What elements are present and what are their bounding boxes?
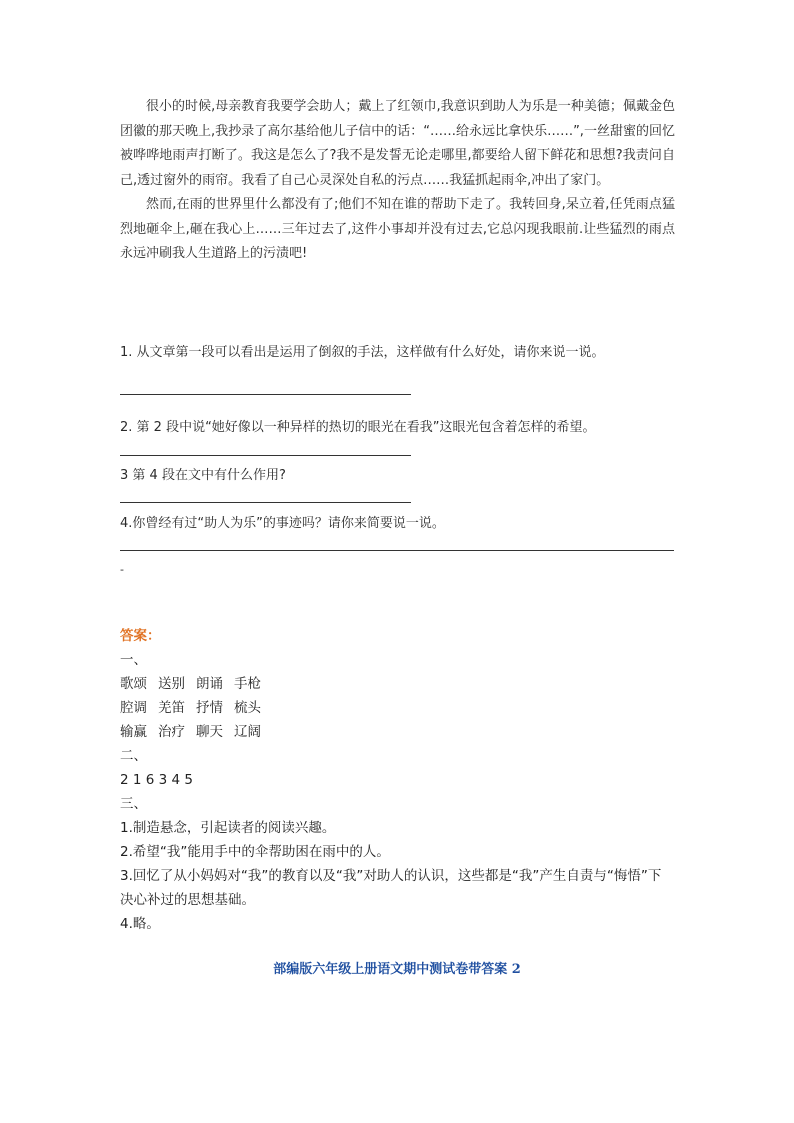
- word: 羌笛: [158, 700, 185, 716]
- answer-item-4: 4.略。: [120, 916, 160, 932]
- answer-item-1: 1.制造悬念，引起读者的阅读兴趣。: [120, 820, 336, 836]
- word: 治疗: [158, 724, 185, 740]
- word: 朗诵: [196, 676, 223, 692]
- answer-item-3: 3.回忆了从小妈妈对“我”的教育以及“我”对助人的认识，这些都是“我”产生自责与“悔悟”下: [120, 868, 662, 884]
- answer-line-2[interactable]: [120, 455, 411, 456]
- word: 腔调: [120, 700, 147, 716]
- answer-section: [120, 624, 680, 936]
- word: 手枪: [234, 676, 261, 692]
- section-2-order: 2 1 6 3 4 5: [120, 772, 193, 788]
- word-row: [120, 720, 680, 744]
- word: 聊天: [196, 724, 223, 740]
- answer-line-4[interactable]: [120, 550, 674, 551]
- answer-line-1[interactable]: [120, 394, 411, 395]
- document-title: 部编版六年级上册语文期中测试卷带答案 2: [273, 962, 521, 977]
- word: 抒情: [196, 700, 223, 716]
- word-row: [120, 672, 680, 696]
- question-3: 3 第 4 段在文中有什么作用?: [120, 468, 286, 483]
- section-2-label: 二、: [120, 748, 147, 764]
- passage-paragraph-2: 然而,在雨的世界里什么都没有了;他们不知在谁的帮助下走了。我转回身,呆立着,任凭雨点猛烈地砸伞上,砸在我心上……三年过去了,这件小事却并没有过去,它总闪现我眼前.让些猛烈的雨点永远冲刷我人生道路上的污渍吧!: [120, 197, 675, 261]
- word: 歌颂: [120, 676, 147, 692]
- answer-item-3-continued: 决心补过的思想基础。: [120, 892, 255, 908]
- answer-line-3[interactable]: [120, 502, 411, 503]
- reading-passage: [120, 95, 675, 267]
- answer-title: 答案：: [120, 628, 161, 644]
- section-1-label: 一、: [120, 652, 147, 668]
- answer-item-2: 2.希望“我”能用手中的伞帮助困在雨中的人。: [120, 844, 390, 860]
- word-row: [120, 696, 680, 720]
- question-2: 2. 第 2 段中说“她好像以一种异样的热切的眼光在看我”这眼光包含着怎样的希望。: [120, 420, 596, 435]
- section-3-label: 三、: [120, 796, 147, 812]
- passage-paragraph-1: 很小的时候,母亲教育我要学会助人；戴上了红领巾,我意识到助人为乐是一种美德；佩戴金色团徽的那天晚上,我抄录了高尔基给他儿子信中的话：“……给永远比拿快乐……”,一丝甜蜜的回忆被哗哗地雨声打断了。我这是怎么了?我不是发誓无论走哪里,都要给人留下鲜花和思想?我责问自己,透过窗外的雨帘。我看了自己心灵深处自私的污点……我猛抓起雨伞,冲出了家门。: [120, 99, 675, 188]
- question-1: 1. 从文章第一段可以看出是运用了倒叙的手法，这样做有什么好处，请你来说一说。: [120, 345, 605, 360]
- word: 辽阔: [234, 724, 261, 740]
- word: 梳头: [234, 700, 261, 716]
- word: 输赢: [120, 724, 147, 740]
- word: 送别: [158, 676, 185, 692]
- stray-mark: -: [120, 563, 124, 576]
- question-4: 4.你曾经有过“助人为乐”的事迹吗？请你来简要说一说。: [120, 516, 445, 531]
